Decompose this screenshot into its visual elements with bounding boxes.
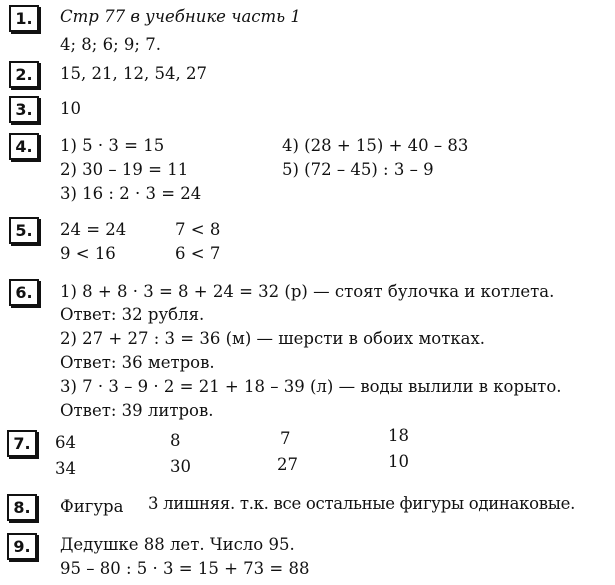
task-9-line-1: Дедушке 88 лет. Число 95. [60, 535, 295, 554]
task-8-number: 8. [7, 494, 37, 521]
task-2-line-1: 15, 21, 12, 54, 27 [60, 64, 207, 83]
task-4-number: 4. [9, 133, 39, 160]
task-8-text: 3 лишняя. т.к. все остальные фигуры одинаковые. [148, 494, 576, 513]
task-3-number: 3. [9, 96, 39, 123]
task-7-row1-cell-1: 64 [55, 433, 76, 452]
task-1-line-2: 4; 8; 6; 9; 7. [60, 35, 161, 54]
task-4-col1-line-1: 1) 5 · 3 = 15 [60, 136, 165, 155]
task-4-col2-line-1: 4) (28 + 15) + 40 – 83 [282, 136, 469, 155]
task-1-line-1: Стр 77 в учебнике часть 1 [60, 7, 301, 26]
task-5-number: 5. [9, 217, 39, 244]
task-7-row2-cell-3: 27 [277, 455, 298, 474]
task-7-row1-cell-4: 18 [388, 426, 409, 445]
task-7-row1-cell-3: 7 [280, 429, 291, 448]
task-6-number: 6. [9, 279, 39, 306]
task-5-col1-line-1: 24 = 24 [60, 220, 127, 239]
task-4-col1-line-3: 3) 16 : 2 · 3 = 24 [60, 184, 202, 203]
task-5-col2-line-1: 7 < 8 [175, 220, 221, 239]
task-5-col2-line-2: 6 < 7 [175, 244, 221, 263]
task-6-line-5: 3) 7 · 3 – 9 · 2 = 21 + 18 – 39 (л) — воды вылили в корыто. [60, 377, 562, 396]
task-6-line-1: 1) 8 + 8 · 3 = 8 + 24 = 32 (р) — стоят булочка и котлета. [60, 282, 555, 301]
task-6-line-2: Ответ: 32 рубля. [60, 305, 205, 324]
task-9-line-2: 95 – 80 : 5 · 3 = 15 + 73 = 88 [60, 559, 310, 578]
task-2-number: 2. [9, 61, 39, 88]
task-6-line-6: Ответ: 39 литров. [60, 401, 214, 420]
task-7-number: 7. [7, 430, 37, 457]
task-3-line-1: 10 [60, 99, 81, 118]
task-1-number: 1. [9, 5, 39, 32]
task-7-row2-cell-2: 30 [170, 457, 191, 476]
task-6-line-3: 2) 27 + 27 : 3 = 36 (м) — шерсти в обоих мотках. [60, 329, 486, 348]
task-7-row2-cell-4: 10 [388, 452, 409, 471]
task-4-col1-line-2: 2) 30 – 19 = 11 [60, 160, 189, 179]
task-8-word: Фигура [60, 497, 124, 516]
task-7-row2-cell-1: 34 [55, 459, 76, 478]
task-7-row1-cell-2: 8 [170, 431, 181, 450]
task-9-number: 9. [7, 533, 37, 560]
task-5-col1-line-2: 9 < 16 [60, 244, 116, 263]
task-6-line-4: Ответ: 36 метров. [60, 353, 215, 372]
task-4-col2-line-2: 5) (72 – 45) : 3 – 9 [282, 160, 434, 179]
